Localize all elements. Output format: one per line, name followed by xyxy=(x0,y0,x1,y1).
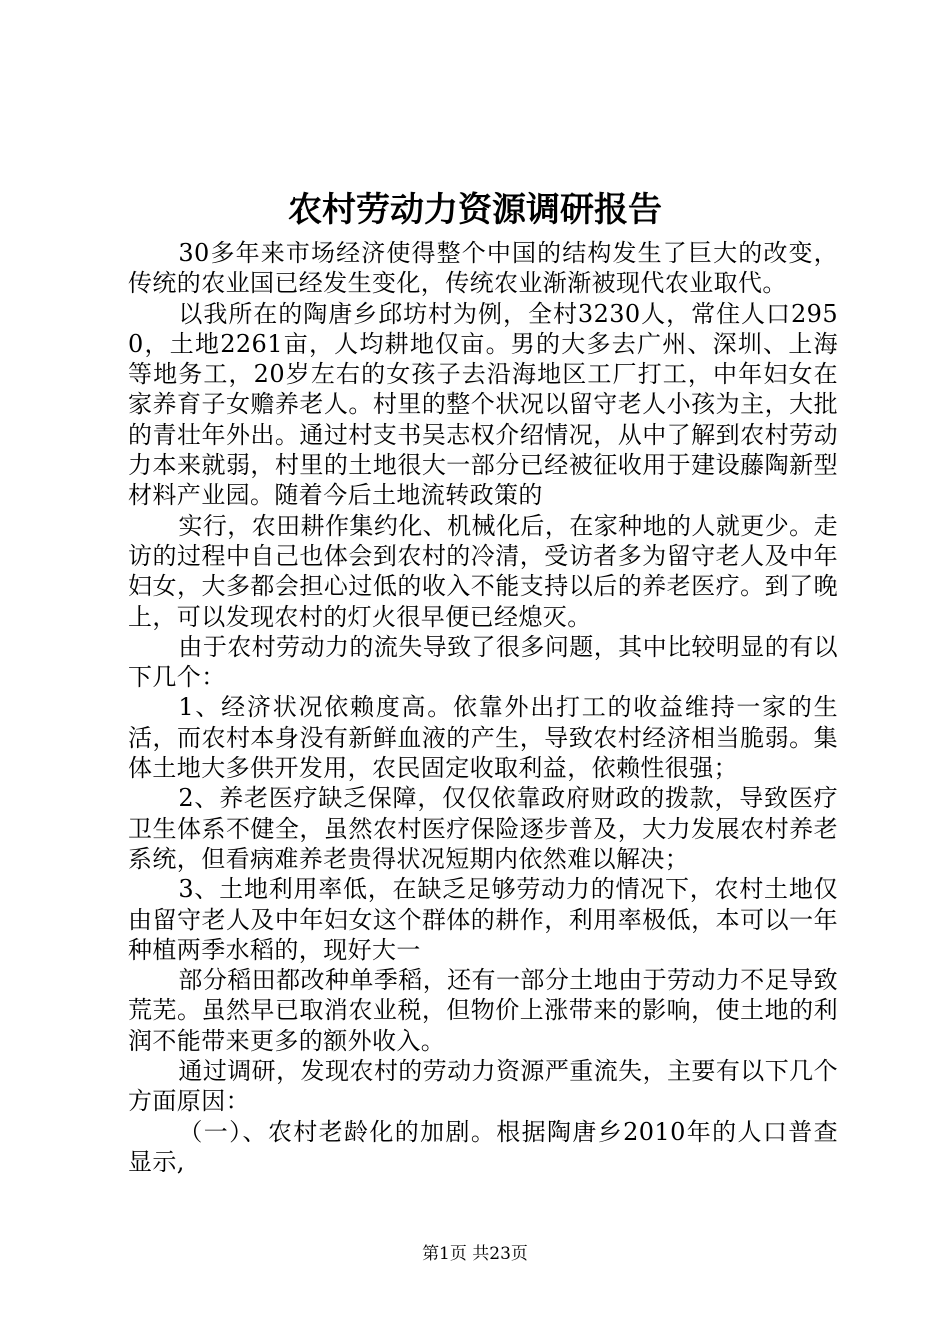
paragraph: 30多年来市场经济使得整个中国的结构发生了巨大的改变，传统的农业国已经发生变化，传统农业渐渐被现代农业取代。 xyxy=(128,239,838,298)
document-body xyxy=(128,238,838,1177)
paragraph: 通过调研，发现农村的劳动力资源严重流失，主要有以下几个方面原因： xyxy=(128,1057,838,1116)
paragraph: 部分稻田都改种单季稻，还有一部分土地由于劳动力不足导致荒芜。虽然早已取消农业税，但物价上涨带来的影响，使土地的利润不能带来更多的额外收入。 xyxy=(128,966,838,1055)
document-title: 农村劳动力资源调研报告 xyxy=(288,190,662,230)
paragraph: 1、经济状况依赖度高。依靠外出打工的收益维持一家的生活，而农村本身没有新鲜血液的产生，导致农村经济相当脆弱。集体土地大多供开发用，农民固定收取利益，依赖性很强； xyxy=(128,693,838,783)
page-footer: 第1页 共23页 xyxy=(422,1244,528,1264)
paragraph: 实行，农田耕作集约化、机械化后，在家种地的人就更少。走访的过程中自己也体会到农村的冷清，受访者多为留守老人及中年妇女，大多都会担心过低的收入不能支持以后的养老医疗。到了晚上，可以发现农村的灯火很早便已经熄灭。 xyxy=(128,511,838,631)
paragraph: 2、养老医疗缺乏保障，仅仅依靠政府财政的拨款，导致医疗卫生体系不健全，虽然农村医疗保险逐步普及，大力发展农村养老系统，但看病难养老贵得状况短期内依然难以解决； xyxy=(128,784,838,873)
paragraph: 以我所在的陶唐乡邱坊村为例，全村3230人，常住人口2950，土地2261亩，人均耕地仅亩。男的大多去广州、深圳、上海等地务工，20岁左右的女孩子去沿海地区工厂打工，中年妇女在家养育子女赡养老人。村里的整个状况以留守老人小孩为主，大批的青壮年外出。通过村支书吴志权介绍情况，从中了解到农村劳动力本来就弱，村里的土地很大一部分已经被征收用于建设藤陶新型材料产业园。随着今后土地流转政策的 xyxy=(128,299,838,510)
paragraph: 3、土地利用率低，在缺乏足够劳动力的情况下，农村土地仅由留守老人及中年妇女这个群体的耕作，利用率极低，本可以一年种植两季水稻的，现好大一 xyxy=(128,875,838,964)
paragraph: （一）、农村老龄化的加剧。根据陶唐乡2010年的人口普查显示, xyxy=(128,1117,838,1176)
paragraph: 由于农村劳动力的流失导致了很多问题，其中比较明显的有以下几个： xyxy=(128,632,838,692)
